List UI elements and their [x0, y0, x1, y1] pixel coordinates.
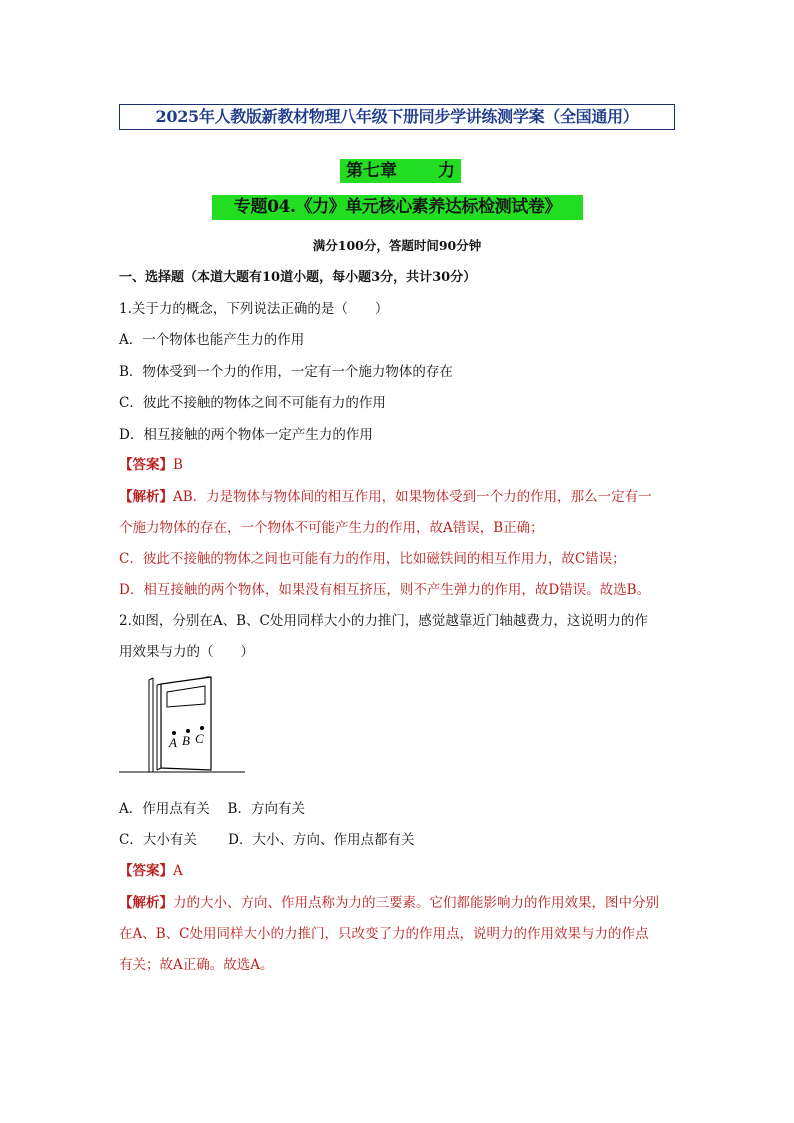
point-c-dot [200, 726, 204, 730]
q1-option-d: D．相互接触的两个物体一定产生力的作用 [119, 427, 373, 443]
score-time-note: 满分100分，答题时间90分钟 [312, 238, 482, 253]
chapter-heading [340, 159, 461, 183]
door-figure [119, 675, 245, 775]
chapter-name: 力 [438, 161, 455, 181]
answer-tag: 【答案】 [119, 457, 173, 473]
door-edge-top [157, 684, 161, 685]
q1-analysis-line-2: 个施力物体的存在，一个物体不可能产生力的作用，故A错误，B正确； [119, 520, 544, 536]
q2-stem-line-2: 用效果与力的（ ） [119, 644, 254, 660]
q2-stem-line-1: 2.如图，分别在A、B、C处用同样大小的力推门，感觉越靠近门轴越费力，这说明力的作 [119, 613, 648, 629]
q1-analysis-line-3: C．彼此不接触的物体之间也可能有力的作用，比如磁铁间的相互作用力，故C错误； [119, 551, 626, 567]
q2-options-ab: A．作用点有关 B．方向有关 [119, 801, 305, 817]
point-c-label: C [195, 731, 204, 746]
q2-analysis-line-2: 在A、B、C处用同样大小的力推门，只改变了力的作用点，说明力的作用效果与力的作点 [119, 926, 649, 942]
q1-analysis-line-1 [119, 487, 652, 507]
frame-top-joint [149, 678, 153, 680]
q1-option-c: C．彼此不接触的物体之间不可能有力的作用 [119, 395, 386, 411]
section-heading: 一、选择题（本道大题有10道小题，每小题3分，共计30分） [119, 270, 477, 285]
point-b-label: B [182, 733, 190, 748]
q2-analysis-line-1 [119, 893, 659, 913]
q1-stem: 1.关于力的概念，下列说法正确的是（ ） [119, 301, 389, 317]
q1-option-b: B．物体受到一个力的作用，一定有一个施力物体的存在 [119, 364, 453, 380]
analysis-tag: 【解析】 [119, 895, 173, 911]
q2-options-cd: C．大小有关 D．大小、方向、作用点都有关 [119, 832, 415, 848]
q1-option-a: A．一个物体也能产生力的作用 [119, 332, 305, 348]
answer-value: A [173, 863, 183, 879]
point-a-label: A [169, 735, 177, 750]
door-edge-bottom [157, 768, 161, 770]
topic-heading: 专题04.《力》单元核心素养达标检测试卷》 [212, 195, 583, 220]
chapter-number: 第七章 [346, 161, 397, 181]
analysis-tag: 【解析】 [119, 489, 173, 505]
q1-analysis-line-4: D．相互接触的两个物体，如果没有相互挤压，则不产生弹力的作用，故D错误。故选B。 [119, 582, 651, 598]
analysis-text: 力的大小、方向、作用点称为力的三要素。它们都能影响力的作用效果，图中分别 [173, 895, 659, 911]
document-title: 2025年人教版新教材物理八年级下册同步学讲练测学案（全国通用） [119, 104, 675, 130]
q2-analysis-line-3: 有关；故A正确。故选A。 [119, 957, 274, 973]
q2-answer [119, 861, 183, 881]
q1-answer [119, 455, 183, 475]
analysis-text: AB．力是物体与物体间的相互作用，如果物体受到一个力的作用，那么一定有一 [173, 489, 652, 505]
answer-tag: 【答案】 [119, 863, 173, 879]
answer-value: B [173, 457, 183, 473]
